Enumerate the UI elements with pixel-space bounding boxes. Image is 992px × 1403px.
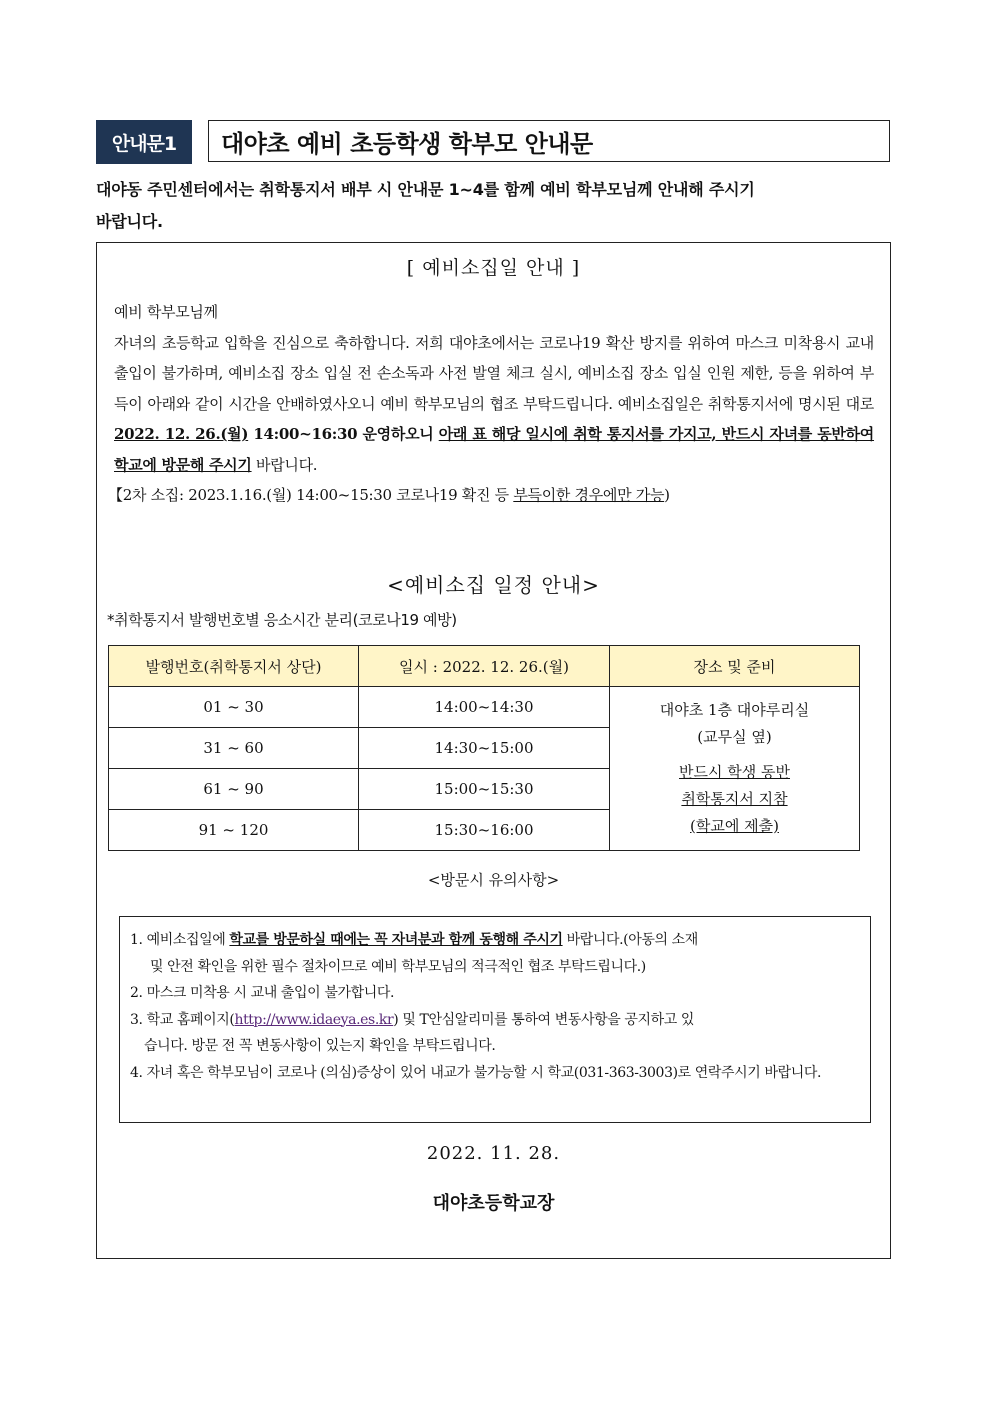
- visit-item-1-line-2: 및 안전 확인을 위한 필수 절차이므로 예비 학부모님의 적극적인 협조 부탁드립니다.): [150, 958, 646, 975]
- header-datetime: 일시 : 2022. 12. 26.(월): [359, 646, 610, 687]
- table-header-row: [109, 646, 860, 687]
- visit-item-1-emphasis: 학교를 방문하실 때에는 꼭 자녀분과 함께 동행해 주시기: [229, 932, 563, 948]
- issue-range: 61 ~ 90: [109, 769, 359, 810]
- table-row: [109, 687, 860, 728]
- header-issue-number: 발행번호(취학통지서 상단): [109, 646, 359, 687]
- call-date: 2022. 12. 26.(월): [114, 425, 249, 443]
- letter-paragraph: [114, 328, 874, 481]
- call-closing: 바랍니다.: [251, 455, 318, 474]
- document-title: 대야초 예비 초등학생 학부모 안내문: [208, 120, 890, 162]
- issue-range: 31 ~ 60: [109, 728, 359, 769]
- intro-line-1: 대야동 주민센터에서는 취학통지서 배부 시 안내문 1~4를 함께 예비 학부모님께 안내해 주시기: [96, 180, 755, 199]
- time-slot: 14:00~14:30: [359, 687, 610, 728]
- visit-item-1-suffix: 바랍니다.(아동의 소재: [562, 932, 698, 948]
- paragraph-text: 자녀의 초등학교 입학을 진심으로 축하합니다. 저희 대야초에서는 코로나19 확산 방지를 위하여 마스크 미착용시 교내 출입이 불가하며, 예비소집 장소 입실 전 손소독과 사전 발열 체크 실시, 예비소집 장소 입실 인원 제한, 등을 위하여 부득이 아래와 같이 시간을 안배하였사오니 예비 학부모님의 협조 부탁드립니다. 예비소집일은 취학통지서에 명시된 대로: [114, 333, 874, 413]
- schedule-note: *취학통지서 발행번호별 응소시간 분리(코로나19 예방): [107, 611, 457, 629]
- second-call-text: 【2차 소집: 2023.1.16.(월) 14:00~15:30 코로나19 확진 등: [108, 486, 514, 504]
- visit-item-1: [130, 927, 862, 954]
- issue-range: 91 ~ 120: [109, 810, 359, 851]
- main-notice-box: [96, 242, 891, 1259]
- visit-item-3-suffix: ) 및 T안심알리미를 통하여 변동사항을 공지하고 있: [393, 1011, 695, 1028]
- time-slot: 15:30~16:00: [359, 810, 610, 851]
- schedule-table: [108, 645, 860, 851]
- second-call: [108, 480, 874, 511]
- section-title: [ 예비소집일 안내 ]: [406, 257, 581, 279]
- second-call-close: ): [664, 486, 670, 504]
- visit-title: <방문시 유의사항>: [427, 871, 560, 889]
- header: [96, 120, 892, 164]
- call-time: 14:00~16:30 운영하오니: [248, 425, 439, 443]
- header-place: 장소 및 준비: [610, 646, 860, 687]
- place-and-prep: [610, 687, 860, 851]
- visit-item-2: 2. 마스크 미착용 시 교내 출입이 불가합니다.: [130, 985, 395, 1001]
- visit-item-3-line-2: 습니다. 방문 전 꼭 변동사항이 있는지 확인을 부탁드립니다.: [144, 1038, 496, 1054]
- call-instruction: 아래 표 해당 일시에 취학 통지서를 가지고, 반드시 자녀를 동반하여 학교에 방문해 주시기: [114, 425, 875, 474]
- prep-notice: 취학통지서 지참: [681, 790, 788, 808]
- prep-student: 반드시 학생 동반: [679, 763, 790, 781]
- place-detail: (교무실 옆): [697, 728, 772, 746]
- letter-body: [108, 297, 875, 511]
- prep-submit: (학교에 제출): [690, 817, 779, 835]
- issue-date: 2022. 11. 28.: [426, 1143, 561, 1164]
- school-homepage-link[interactable]: http://www.idaeya.es.kr: [234, 1011, 394, 1028]
- signer: 대야초등학교장: [432, 1193, 555, 1214]
- time-slot: 15:00~15:30: [359, 769, 610, 810]
- issue-range: 01 ~ 30: [109, 687, 359, 728]
- second-call-condition: 부득이한 경우에만 가능: [513, 486, 665, 504]
- intro-line-2: 바랍니다.: [96, 212, 163, 231]
- time-slot: 14:30~15:00: [359, 728, 610, 769]
- schedule-title: <예비소집 일정 안내>: [387, 573, 600, 597]
- visit-item-4: 4. 자녀 혹은 학부모님이 코로나 (의심)증상이 있어 내교가 불가능할 시 학교(031-363-3003)로 연락주시기 바랍니다.: [130, 1064, 822, 1081]
- visit-item-3: [130, 1007, 862, 1034]
- visit-notice-box: [119, 916, 871, 1123]
- greeting: 예비 학부모님께: [114, 303, 218, 321]
- intro-text: [96, 174, 896, 238]
- notice-badge: 안내문1: [96, 120, 192, 164]
- visit-item-3-prefix: 3. 학교 홈페이지(: [130, 1011, 235, 1028]
- visit-item-1-prefix: 1. 예비소집일에: [130, 932, 230, 948]
- place-name: 대야초 1층 대야루리실: [659, 701, 810, 719]
